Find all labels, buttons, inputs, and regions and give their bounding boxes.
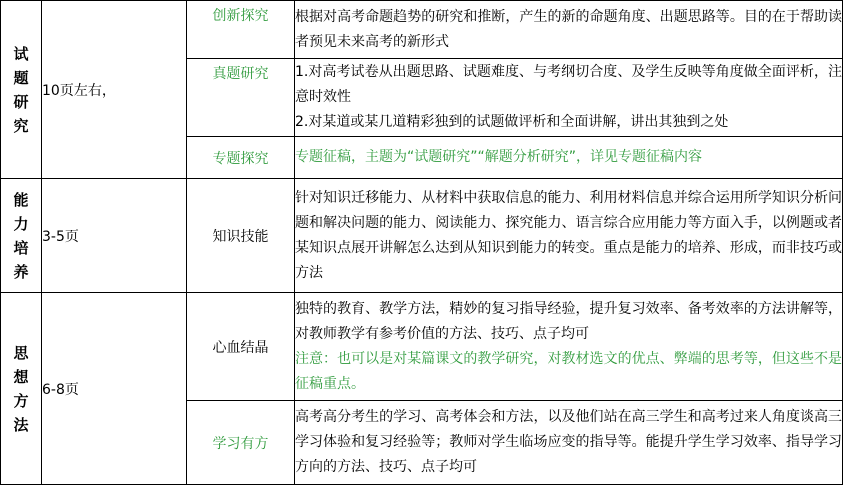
description-text: 1.对高考试卷从出题思路、试题难度、与考纲切合度、及学生反映等角度做全面评析，注意时效性	[295, 64, 842, 105]
description-text: 高考高分考生的学习、高考体会和方法，以及他们站在高三学生和高考过来人角度谈高三学习体验和复习经验等；教师对学生临场应变的指导等。能提升学生学习效率、指导学习方向的方法、技巧、点子均可	[295, 409, 842, 475]
category-char: 法	[13, 415, 29, 434]
description-cell	[295, 293, 843, 401]
category-char: 题	[13, 68, 29, 87]
subcategory-label: 知识技能	[187, 179, 295, 293]
length-cell: 10页左右，	[42, 1, 187, 179]
description-cell	[295, 401, 843, 485]
length-cell: 3-5页	[42, 179, 187, 293]
description-text: 独特的教育、教学方法，精妙的复习指导经验，提升复习效率、备考效率的方法讲解等，对教师教学有参考价值的方法、技巧、点子均可	[295, 300, 842, 342]
length-cell: 6-8页	[42, 293, 187, 485]
subcategory-label: 心血结晶	[187, 293, 295, 401]
category-char: 想	[13, 367, 29, 386]
description-cell	[295, 59, 843, 137]
description-cell	[295, 179, 843, 293]
description-text: 根据对高考命题趋势的研究和推断，产生的新的命题角度、出题思路等。目的在于帮助读者预见未来高考的新形式	[295, 8, 842, 50]
subcategory-label: 学习有方	[187, 401, 295, 485]
note-text: 注意：也可以是对某篇课文的教学研究，对教材选文的优点、弊端的思考等，但这些不是征稿重点。	[295, 350, 842, 392]
row-innovation-inquiry	[1, 1, 843, 59]
description-text: 2.对某道或某几道精彩独到的试题做评析和全面讲解，讲出其独到之处	[295, 114, 729, 130]
category-cell	[1, 179, 42, 293]
category-char: 力	[13, 214, 29, 233]
subcategory-label: 专题探究	[187, 137, 295, 179]
category-char: 试	[13, 44, 29, 63]
row-crystallized-experience	[1, 293, 843, 401]
category-char: 研	[13, 92, 29, 111]
description-text: 针对知识迁移能力、从材料中获取信息的能力、利用材料信息并综合运用所学知识分析问题和解决问题的能力、阅读能力、探究能力、语言综合应用能力等方面入手，以例题或者某知识点展开讲解怎么达到从知识到能力的转变。重点是能力的培养、形成，而非技巧或方法	[295, 189, 842, 281]
category-char: 方	[13, 391, 29, 410]
description-text: 专题征稿，主题为“试题研究”“解题分析研究”，详见专题征稿内容	[295, 149, 703, 165]
description-cell	[295, 1, 843, 59]
category-char: 究	[13, 116, 29, 135]
row-knowledge-skills	[1, 179, 843, 293]
subcategory-label: 真题研究	[187, 59, 295, 137]
category-char: 思	[13, 343, 29, 362]
category-cell	[1, 293, 42, 485]
category-char: 养	[13, 262, 29, 281]
category-cell	[1, 1, 42, 179]
description-cell	[295, 137, 843, 179]
category-char: 能	[13, 190, 29, 209]
subcategory-label: 创新探究	[187, 1, 295, 59]
category-char: 培	[13, 238, 29, 257]
